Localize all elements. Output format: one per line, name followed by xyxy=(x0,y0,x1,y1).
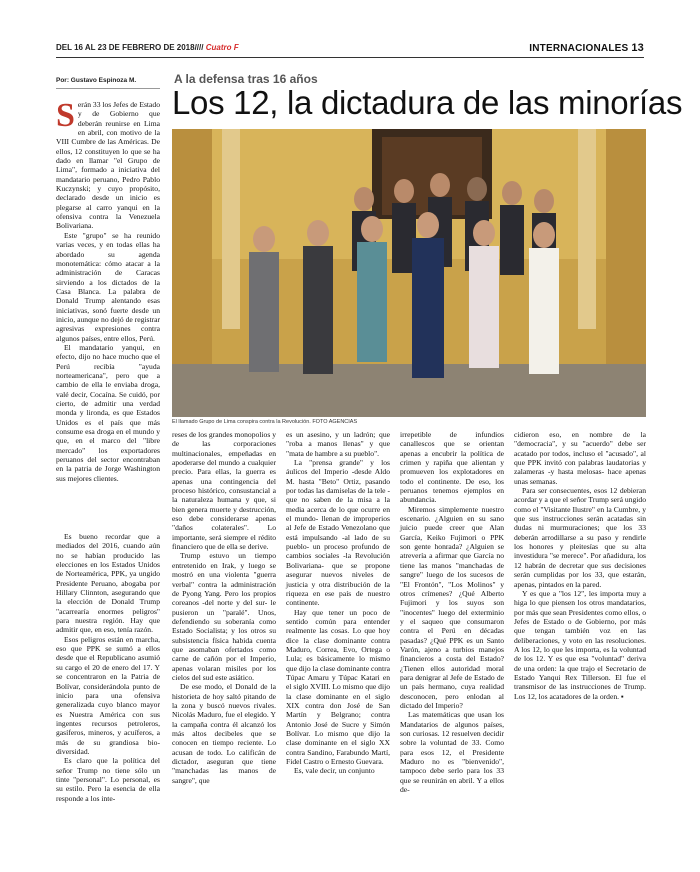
photo-caption: El llamado Grupo de Lima conspira contra la Revolución. FOTO AGENCIAS xyxy=(172,419,358,425)
byline-divider xyxy=(56,88,160,89)
article-column-1 xyxy=(56,97,160,483)
paragraph: cidieron eso, en nombre de la "democracia", y su "acuerdo" debe ser acatado por todos, incluso el "acusado", al que PPK invitó con palabras laudatorias y zalameras -y hasta melosas- hace apenas unas semanas. xyxy=(514,430,646,486)
article-column-3 xyxy=(172,430,276,785)
section-name: INTERNACIONALES xyxy=(529,43,629,54)
paragraph: De ese modo, el Donald de la historieta de hoy saltó pitando de la zona y buscó nuevos rivales. Nicolás Maduro, fue el elegido. Y la campaña contra él alcanzó los más altos decibeles que se conocen en tiempo reciente. Lo acusan de todo. Lo calificán de dictador, aseguran que tiene "manchadas las manos de sangre", que xyxy=(172,682,276,785)
paragraph: Hay que tener un poco de sentido común para entender realmente las cosas. Lo que hoy dice la clase dominante contra Maduro, Correa, Evo, Ortega o Lula; es básicamente lo mismo que dijo la clase dominante contra Túpac Amaru y Túpac Katari en el siglo XVIII. Lo mismo que dijo la clase dominante en el siglo XIX contra don José de San Martín y Belgrano; contra Antonio José de Sucre y Simón Bolívar. Lo mismo que dijo la clase dominante en el siglo XX contra Sandino, Farabundo Martí, Fidel Castro o Ernesto Guevara. xyxy=(286,607,390,767)
paragraph: Es bueno recordar que a mediados del 2016, cuando aún no se habían producido las elecciones en los Estados Unidos de Norteamérica, PPK, ya ungido Presidente Peruano, abogaba por Hillary Clinnton, asegurando que la elección de Donald Trump "acarrearía enormes peligros" para nuestra región. Hay que admitir que, en eso, tenía razón. xyxy=(56,532,160,635)
paragraph: Las matemáticas que usan los Mandatarios de algunos países, son curiosas. 12 resuelven decidir sobre la voluntad de 33. Como para esos 12, el Presidente Maduro no es "bienvenido", tampoco debe serlo para los 33 que se reunirán en abril. Y a ellos de- xyxy=(400,710,504,795)
byline: Por: Gustavo Espinoza M. xyxy=(56,77,137,84)
paragraph: irrepetible de infundios canallescos que se orientan apenas a encubrir la política de crimen y rapiña que alientan y promueven los explotadores en todo el continente. De eso, los peruanos tenemos ejemplos en abundancia. xyxy=(400,430,504,505)
paragraph: Miremos simplemente nuestro escenario. ¿Alguien en su sano juicio puede creer que Alan García, Keiko Fujimori o PPK son gente honrada? ¿Alguien se atrevería a afirmar que García no tiene las manos "manchadas de sangre" luego de los sucesos de "El Frontón", "Los Molinos" y otros crímenes? ¿Qué Alberto Fujimori y los suyos son "inocentes" luego del exterminio y el saqueo que consumaron contra el Perú en décadas pasadas? ¿Qué PPK es un Santo Varón, ajeno a turbios manejos financieros a costa del Estado? ¿Tienen ellos autoridad moral para denigrar al Jefe de Estado de un país hermano, cuya realidad desconocen, pero enlodan al dictado del Imperio? xyxy=(400,504,504,710)
issue-date: DEL 16 AL 23 DE FEBRERO DE 2018//// xyxy=(56,43,204,52)
paragraph: La "prensa grande" y los áulicos del Imperio -desde Aldo M. hasta "Beto" Ortiz, pasando por todas las damiselas de la tele -que no saben de la misa a la media acerca de lo que ocurre en el mundo- llenan de improperios al Jefe de Estado Venezolano que está impulsando -al lado de su pueblo- un proceso profundo de cambios sociales -la Revolución Bolivariana- que se propone asegurar nuevos niveles de justicia y otra distribución de la riqueza en ese país de nuestro continente. xyxy=(286,458,390,608)
article-column-2 xyxy=(56,532,160,803)
article-column-4 xyxy=(286,430,390,776)
paragraph: Y es que a "los 12", les importa muy a higa lo que piensen los otros mandatarios, por más que sean Presidentes como ellos, o Jefes de Estado o de Gobierno, por más que tengan también voz en las deliberaciones, y voto en las resoluciones. A los 12, lo que les importa, es la voluntad de los 12. Y es que esa "voluntad" deriva de una orden: la que trajo el Secretario de Estado Yanqui Rex Tillerson. El fue el transmisor de las instrucciones de Trump. Los 12, los acatadores de la orden. ▪ xyxy=(514,588,646,701)
paragraph: reses de los grandes monopolios y de las corporaciones multinacionales, empeñadas en apoderarse del mundo a cualquier precio. Para ellas, la guerra es apenas una contingencia del proceso histórico, consustancial a la naturaleza humana y que, si bien genera muerte y destrucción, eso debe considerarse apenas "daños colaterales". Lo importante, será siempre el rédito financiero que de ella se derive. xyxy=(172,430,276,552)
page-number: 13 xyxy=(631,42,644,54)
paragraph: Es claro que la política del señor Trump no tiene sólo un tinte "personal". Lo personal, es su estilo. Pero la esencia de ella responde a los inte- xyxy=(56,756,160,803)
paragraph: Trump estuvo un tiempo entretenido en Irak, y luego se mostró en una violenta "guerra verbal" contra la administración de Pyong Yang. Pero los propios coreanos -del norte y del sur- le pusieron un "paralé". Unos, defendiendo su soberanía como Estado Socialista; y los otros su subsistencia física habida cuenta que asomaban ofertados como carne de cañón por el Imperio, apenas volaran misiles por los cielos del sud este asiático. xyxy=(172,551,276,682)
paragraph: El mandatario yanqui, en efecto, dijo no hace mucho que el Perú recibía "ayuda norteamericana", pero que a cambio de ella le enviaba droga, valé decir, Cocaína. Se cuidó, por cierto, de admitir una verdad monda y lironda, es que Estados Unidos es el país que más consume esa droga en el mundo y que, en el marco del "libre mercado" los exportadores peruanos del sector encontraban en la patria de Jorge Washington sus mejores clientes. xyxy=(56,342,160,483)
headline: Los 12, la dictadura de las minorías xyxy=(172,84,683,121)
page-header xyxy=(56,43,644,58)
paragraph: Es, vale decir, un conjunto xyxy=(294,766,375,776)
article-column-5 xyxy=(400,430,504,794)
paragraph: Para ser consecuentes, esos 12 debieran acordar y a que el señor Trump será ungido como el "Visitante Ilustre" en la Cumbre, y que sus instrucciones serán acatadas sin dudas ni murmuraciones; que los 33 deberán arrodillarse a su paso y rendirle los honores y pleitesías que su alta investidura "se merece". Por añadidura, los 12 habrán de decretar que sus decisiones serán cumplidas por los 33, que estarán, apenas, pintados en la pared. xyxy=(514,486,646,589)
paragraph: es un asesino, y un ladrón; que "roba a manos llenas" y que "mata de hambre a su pueblo". xyxy=(286,430,390,458)
paragraph: Esos peligros están en marcha, eso que PPK se sumó a ellos desde que el Republicano asumió su cargo el 20 de enero del 17. Y se concentraron en la Patria de Bolívar, considerándola punto de inicio para una ofensiva generalizada cuyo blanco mayor es Nuestra América con sus ingentes recursos petroleros, gasíferos, mineros, y acuíferos, a más de su grandiosa bio-diversidad. xyxy=(56,634,160,756)
paragraph: Este "grupo" se ha reunido varias veces, y en todas ellas ha abordado su agenda monotemática: cómo atacar a la administración de Caracas sirviendo a los dictados de la Casa Blanca. La palabra de Donald Trump alentando esas iniciativas, sonó fuerte desde un inicio, aunque no dejó de registrar agresivas expresiones contra algunos países, entre ellos, Perú. xyxy=(56,230,160,343)
group-photo xyxy=(172,129,646,417)
issue-date-line xyxy=(56,43,239,52)
paragraph: Serán 33 los Jefes de Estado y de Gobierno que deberán reunirse en Lima en abril, con motivo de la VIII Cumbre de las Américas. De ellos, 12 constituyen lo que se ha dado en llamar "el Grupo de Lima", formado a iniciativa del mandatario peruano, Pedro Pablo Kuczynski; y cuyo propósito, declarado desde un inicio es plegarse al carro yanqui en la ofensiva contra la Venezuela Bolivariana. xyxy=(56,97,160,231)
drop-cap: S xyxy=(56,97,75,134)
kicker: A la defensa tras 16 años xyxy=(174,72,318,86)
section-label xyxy=(529,42,644,54)
article-column-6 xyxy=(514,430,646,701)
publication-logo: Cuatro F xyxy=(205,43,239,52)
